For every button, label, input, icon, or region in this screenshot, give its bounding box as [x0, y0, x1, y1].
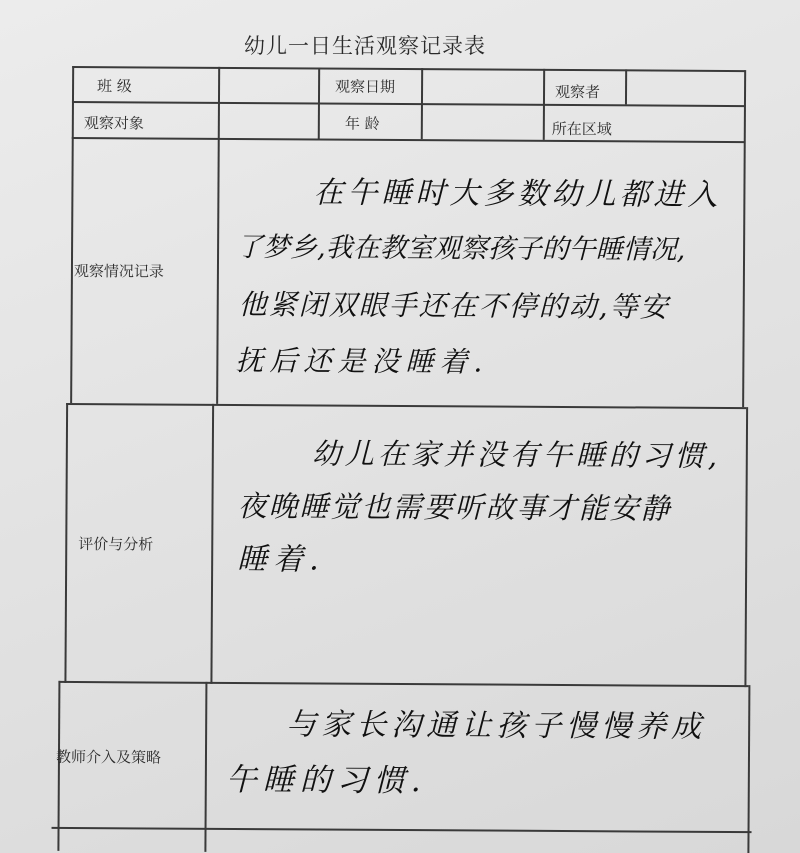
area-label: 所在区域 — [551, 119, 612, 139]
handwritten-line: 与家长沟通让孩子慢慢养成 — [286, 707, 707, 745]
table-line — [72, 101, 745, 107]
age-label: 年 龄 — [344, 114, 380, 133]
handwritten-line: 睡着. — [237, 542, 325, 578]
table-line — [742, 70, 746, 407]
table-line — [216, 67, 220, 404]
table-line — [72, 66, 745, 72]
table-line — [625, 69, 627, 104]
handwritten-line: 夜晚睡觉也需要听故事才能安静 — [237, 489, 672, 526]
table-line — [318, 67, 320, 138]
intervention-section-label: 教师介入及策略 — [55, 747, 162, 767]
class-label: 班 级 — [97, 77, 132, 96]
evaluation-section-label: 评价与分析 — [78, 535, 154, 554]
handwritten-line: 了梦乡,我在教室观察孩子的午睡情况, — [235, 231, 686, 266]
table-line — [64, 403, 67, 683]
table-line — [747, 685, 750, 853]
handwritten-line: 他紧闭双眼手还在不停的动,等安 — [238, 288, 670, 324]
subject-label: 观察对象 — [83, 114, 144, 133]
handwritten-line: 在午睡时大多数幼儿都进入 — [313, 175, 722, 213]
table-line — [543, 69, 545, 140]
table-line — [66, 403, 746, 409]
table-line — [72, 137, 745, 143]
table-line — [421, 68, 423, 139]
table-line — [52, 827, 752, 833]
date-label: 观察日期 — [335, 77, 396, 96]
handwritten-line: 午睡的习惯. — [225, 761, 427, 800]
handwritten-line: 幼儿在家并没有午睡的习惯, — [311, 436, 722, 473]
observer-label: 观察者 — [554, 82, 601, 102]
handwritten-line: 抚后还是没睡着. — [235, 343, 489, 379]
table-line — [204, 682, 207, 852]
table-line — [58, 681, 748, 687]
table-line — [210, 404, 213, 684]
record-section-label: 观察情况记录 — [73, 262, 165, 281]
table-line — [70, 66, 74, 403]
table-line — [744, 407, 747, 687]
form-title: 幼儿一日生活观察记录表 — [244, 34, 486, 58]
